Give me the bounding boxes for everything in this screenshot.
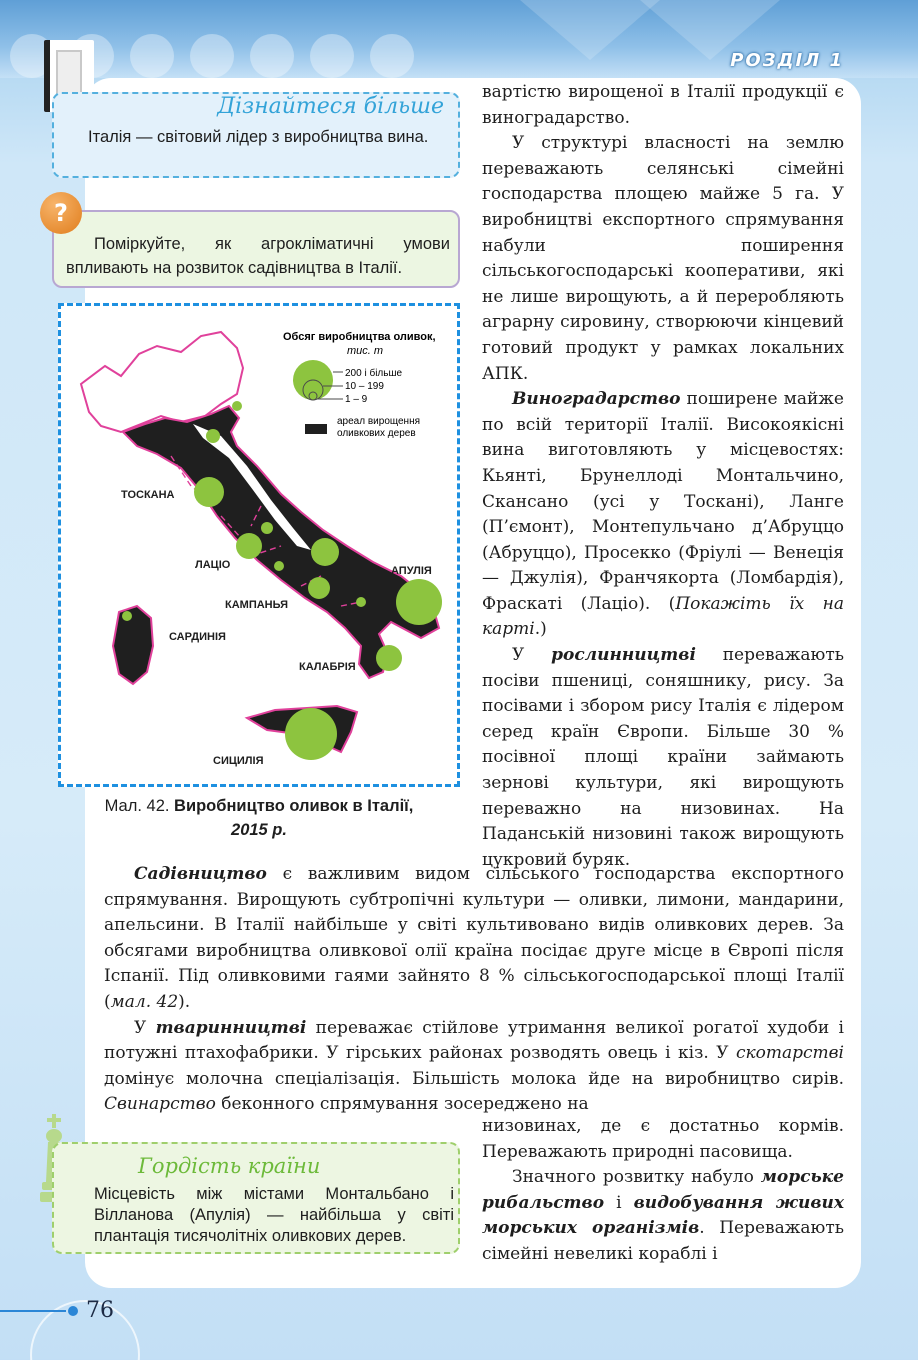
- label-sicily: СИЦИЛІЯ: [213, 755, 264, 767]
- olive-circle-small-1: [261, 522, 273, 534]
- paragraph-fishing: Значного розвитку набуло морське рибальство і видобування живих морських організмів. Переважають сімейні невеликі кораблі і: [482, 1167, 844, 1264]
- legend-title: Обсяг виробництва оливок,: [283, 331, 436, 343]
- page-number: 76: [86, 1298, 114, 1323]
- page-number-dot: [68, 1306, 78, 1316]
- term-sea-fishing: морське рибальство: [482, 1167, 844, 1213]
- full-width-text: [104, 862, 844, 1118]
- olive-circle-sicily: [285, 708, 337, 760]
- label-apulia: АПУЛІЯ: [391, 565, 432, 577]
- sardinia-outline: [113, 606, 153, 684]
- pride-box-title: Гордість країни: [138, 1154, 321, 1178]
- italy-map: [61, 306, 457, 784]
- legend-item-2: 10 – 199: [345, 381, 384, 392]
- term-crop-growing: рослинництві: [551, 645, 696, 666]
- globe-decoration: [30, 1300, 140, 1360]
- info-box-text: Італія — світовий лідер з виробництва вина.: [88, 128, 429, 146]
- olive-circle-abruzzo: [311, 538, 339, 566]
- caption-prefix: Мал. 42.: [104, 797, 175, 815]
- olive-circle-small-2: [274, 561, 284, 571]
- question-box-text: Поміркуйте, як агрокліматичні умови впливають на розвиток садівництва в Італії.: [66, 235, 450, 277]
- paragraph-gardening: Садівництво є важливим видом сільського господарства експортного спрямування. Вирощують субтропічні культури — оливки, лимони, мандарини, апельсини. В Італії найбільше у світі культивовано видів оливкових дерев. За обсягами виробництва оливкової олії країна посідає друге місце в Європі після Іспанії. Під оливковими гаями зайнято 8 % сільськогосподарської площі Італії (мал. 42).: [104, 864, 844, 1012]
- paragraph-livestock-cont: низовинах, де є достатньо кормів. Переважають природні пасовища.: [482, 1116, 844, 1162]
- footer-line: [0, 1310, 66, 1312]
- olive-circle-kampania: [308, 577, 330, 599]
- term-pig-breeding: Свинарство: [104, 1094, 216, 1115]
- label-lazio: ЛАЦІО: [195, 559, 231, 571]
- label-sardinia: САРДИНІЯ: [169, 631, 226, 643]
- label-kalabria: КАЛАБРІЯ: [299, 661, 356, 673]
- olive-circle-sardinia: [122, 611, 132, 621]
- question-mark-icon: ?: [40, 192, 82, 234]
- pride-box: [52, 1142, 460, 1254]
- label-kampania: КАМПАНЬЯ: [225, 599, 289, 611]
- tail-column-text: [482, 1114, 844, 1268]
- legend-area-swatch: [305, 424, 327, 434]
- term-livestock: тваринництві: [155, 1017, 307, 1038]
- paragraph-viticulture-intro: вартістю вирощеної в Італії продукції є виноградарство.: [482, 82, 844, 128]
- olive-circle-north-2: [232, 401, 242, 411]
- term-sea-organisms: видобування живих морських організмів: [482, 1192, 844, 1239]
- term-viticulture: Виноградарство: [512, 389, 681, 410]
- info-box: [52, 92, 460, 178]
- figure-reference: мал. 42: [110, 991, 179, 1012]
- olive-circle-kalabria: [376, 645, 402, 671]
- right-column-text: [482, 80, 844, 873]
- term-cattle-breeding: скотарстві: [735, 1043, 844, 1064]
- map-figure: [58, 303, 460, 787]
- legend-unit: тис. т: [347, 345, 384, 357]
- question-box: [52, 210, 460, 288]
- legend-area-line1: ареал вирощення: [337, 416, 421, 427]
- olive-circle-north-1: [206, 429, 220, 443]
- legend-item-1: 200 і більше: [345, 368, 403, 379]
- section-label: РОЗДІЛ 1: [730, 50, 844, 71]
- paragraph-crops: У рослинництві переважають посіви пшениці, соняшнику, рису. За посівами і збором рису Італія є лідером серед країн Європи. Більше 30 % посівної площі країни займають зернові культури, які вирощують переважно на низовинах. На Паданській низовині також вирощують цукровий буряк.: [482, 645, 844, 870]
- olive-circle-toscana: [194, 477, 224, 507]
- term-gardening: Садівництво: [134, 864, 267, 884]
- caption-year: 2015 р.: [231, 821, 287, 839]
- legend-item-3: 1 – 9: [345, 394, 368, 405]
- pride-box-text: Місцевість між містами Монтальбано і Вілланова (Апулія) — найбільша у світі плантація тисячолітніх оливкових дерев.: [94, 1185, 454, 1245]
- label-toscana: ТОСКАНА: [121, 489, 175, 501]
- olive-circle-apulia: [396, 579, 442, 625]
- caption-title: Виробництво оливок в Італії,: [174, 797, 414, 815]
- olive-circle-lazio: [236, 533, 262, 559]
- paragraph-livestock: У тваринництві переважає стійлове утримання великої рогатої худоби і потужні птахофабрики. У гірських районах розводять овець і кіз. У скотарстві домінує молочна спеціалізація. Більшість молока йде на виробництво сирів. Свинарство беконного спрямування зосереджено на: [104, 1017, 844, 1115]
- map-reference: Покажіть їх на карті: [482, 593, 844, 640]
- paragraph-land-ownership: У структурі власності на землю переважають селянські сімейні господарства площею майже 5 га. У виробництві експортного спрямування набули поширення сільськогосподарські кооперативи, які не лише вирощують, а й переробляють аграрну сировину, створюючи кінцевий готовий продукт у рамках локальних АПК.: [482, 133, 844, 384]
- paragraph-viticulture: Виноградарство поширене майже по всій території Італії. Високоякісні вина виготовляють у місцевостях: Кьянті, Брунеллоді Монтальчино, Скансано (усі у Тоскані), Ланге (П’ємонт), Монтепульчано д’Абруццо (Абруццо), Просекко (Фріулі — Венеція — Джулія), Франчякорта (Ломбардія), Фраскаті (Лаціо). (Покажіть їх на карті.): [482, 389, 844, 640]
- olive-circle-small-3: [356, 597, 366, 607]
- map-caption: [58, 794, 460, 842]
- legend-area-line2: оливкових дерев: [337, 428, 416, 439]
- info-box-title: Дізнайтеся більше: [217, 94, 444, 119]
